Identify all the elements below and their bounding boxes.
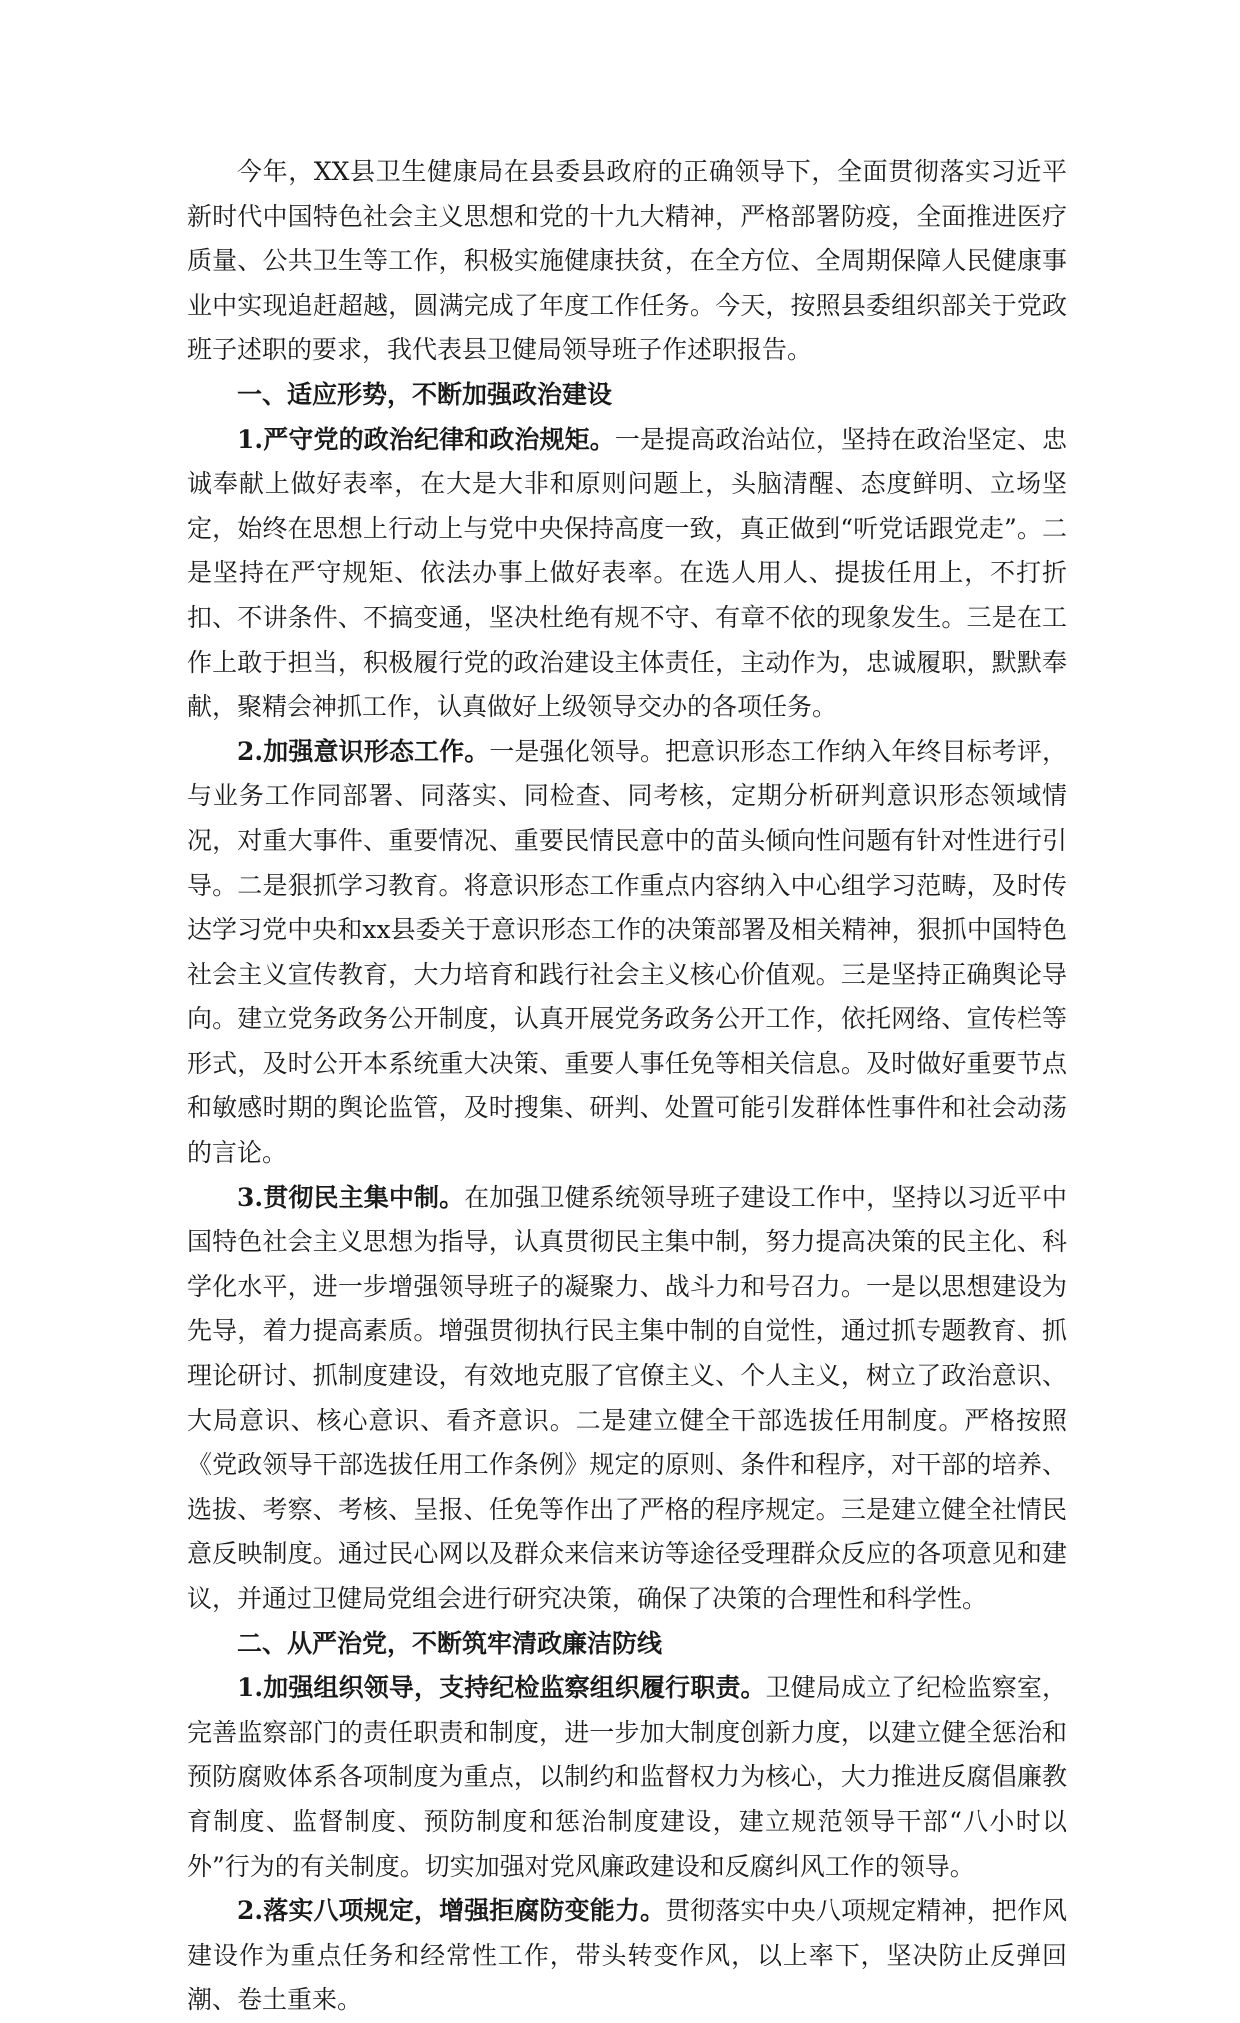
section2-item-1-lead: 1.加强组织领导，支持纪检监察组织履行职责。 bbox=[237, 1673, 766, 1703]
section1-item-3 bbox=[187, 1176, 1067, 1622]
section1-item-1 bbox=[187, 418, 1067, 730]
section2-item-1-body: 卫健局成立了纪检监察室，完善监察部门的责任职责和制度，进一步加大制度创新力度，以建立健全惩治和预防腐败体系各项制度为重点，以制约和监督权力为核心，大力推进反腐倡廉教育制度、监督制度、预防制度和惩治制度建设，建立规范领导干部“八小时以外”行为的有关制度。切实加强对党风廉政建设和反腐纠风工作的领导。 bbox=[187, 1673, 1067, 1881]
section1-item-1-body: 一是提高政治站位，坚持在政治坚定、忠诚奉献上做好表率，在大是大非和原则问题上，头脑清醒、态度鲜明、立场坚定，始终在思想上行动上与党中央保持高度一致，真正做到“听党话跟党走”。二是坚持在严守规矩、依法办事上做好表率。在选人用人、提拔任用上，不打折扣、不讲条件、不搞变通，坚决杜绝有规不守、有章不依的现象发生。三是在工作上敢于担当，积极履行党的政治建设主体责任，主动作为，忠诚履职，默默奉献，聚精会神抓工作，认真做好上级领导交办的各项任务。 bbox=[187, 424, 1067, 722]
section2-heading: 二、从严治党，不断筑牢清政廉洁防线 bbox=[237, 1628, 663, 1658]
section1-item-3-lead: 3.贯彻民主集中制。 bbox=[237, 1182, 465, 1212]
section1-item-1-lead: 1.严守党的政治纪律和政治规矩。 bbox=[237, 424, 615, 454]
section1-item-2-body: 一是强化领导。把意识形态工作纳入年终目标考评，与业务工作同部署、同落实、同检查、同考核，定期分析研判意识形态领域情况，对重大事件、重要情况、重要民情民意中的苗头倾向性问题有针对性进行引导。二是狠抓学习教育。将意识形态工作重点内容纳入中心组学习范畴，及时传达学习党中央和xx县委关于意识形态工作的决策部署及相关精神，狠抓中国特色社会主义宣传教育，大力培育和践行社会主义核心价值观。三是坚持正确舆论导向。建立党务政务公开制度，认真开展党务政务公开工作，依托网络、宣传栏等形式，及时公开本系统重大决策、重要人事任免等相关信息。及时做好重要节点和敏感时期的舆论监管，及时搜集、研判、处置可能引发群体性事件和社会动荡的言论。 bbox=[187, 736, 1067, 1168]
section2-item-2-lead: 2.落实八项规定，增强拒腐防变能力。 bbox=[237, 1896, 666, 1926]
document-page bbox=[187, 150, 1067, 2023]
section1-item-3-body: 在加强卫健系统领导班子建设工作中，坚持以习近平中国特色社会主义思想为指导，认真贯彻民主集中制，努力提高决策的民主化、科学化水平，进一步增强领导班子的凝聚力、战斗力和号召力。一是以思想建设为先导，着力提高素质。增强贯彻执行民主集中制的自觉性，通过抓专题教育、抓理论研讨、抓制度建设，有效地克服了官僚主义、个人主义，树立了政治意识、大局意识、核心意识、看齐意识。二是建立健全干部选拔任用制度。严格按照《党政领导干部选拔任用工作条例》规定的原则、条件和程序，对干部的培养、选拔、考察、考核、呈报、任免等作出了严格的程序规定。三是建立健全社情民意反映制度。通过民心网以及群众来信来访等途径受理群众反应的各项意见和建议，并通过卫健局党组会进行研究决策，确保了决策的合理性和科学性。 bbox=[187, 1182, 1067, 1613]
section1-item-2 bbox=[187, 730, 1067, 1176]
intro-paragraph: 今年，XX县卫生健康局在县委县政府的正确领导下，全面贯彻落实习近平新时代中国特色社会主义思想和党的十九大精神，严格部署防疫，全面推进医疗质量、公共卫生等工作，积极实施健康扶贫，在全方位、全周期保障人民健康事业中实现追赶超越，圆满完成了年度工作任务。今天，按照县委组织部关于党政班子述职的要求，我代表县卫健局领导班子作述职报告。 bbox=[187, 157, 1067, 365]
section1-item-2-lead: 2.加强意识形态工作。 bbox=[237, 736, 490, 766]
section2-item-1 bbox=[187, 1666, 1067, 1889]
section2-item-2-body: 贯彻落实中央八项规定精神，把作风建设作为重点任务和经常性工作，带头转变作风，以上率下，坚决防止反弹回潮、卷土重来。 bbox=[187, 1896, 1067, 2015]
section2-item-2 bbox=[187, 1889, 1067, 2023]
section1-heading: 一、适应形势，不断加强政治建设 bbox=[237, 379, 613, 409]
